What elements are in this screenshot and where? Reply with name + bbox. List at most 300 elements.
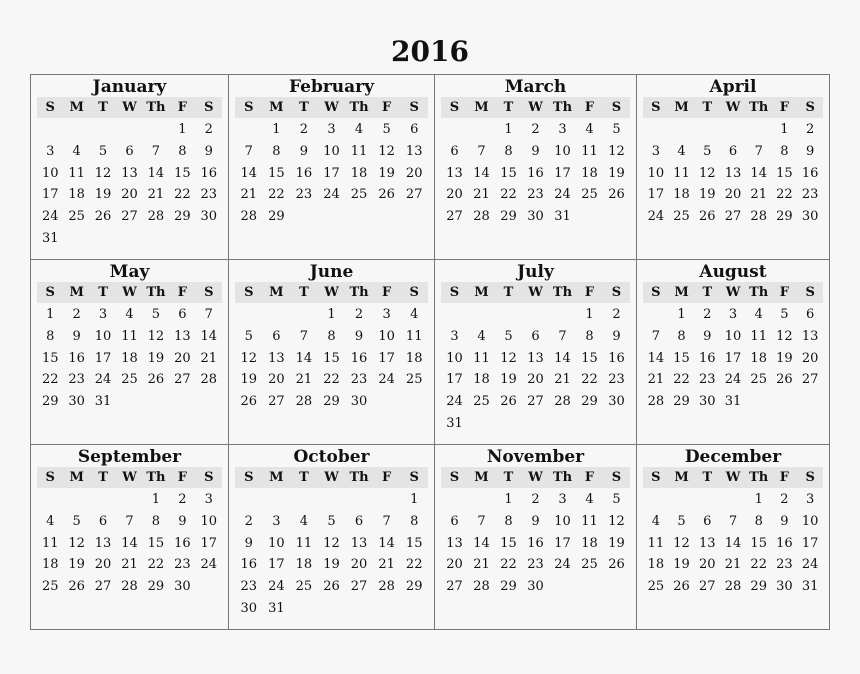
day-cell[interactable]: 7	[728, 513, 738, 529]
day-cell[interactable]: 4	[585, 122, 594, 137]
day-cell[interactable]: 17	[41, 187, 59, 203]
day-cell[interactable]: 19	[673, 557, 690, 573]
day-cell[interactable]: 13	[350, 535, 368, 551]
day-cell[interactable]: 20	[121, 187, 138, 203]
day-cell[interactable]: 1	[754, 492, 763, 507]
day-cell[interactable]: 20	[94, 557, 112, 573]
day-cell[interactable]: 3	[450, 328, 459, 344]
day-cell[interactable]: 2	[354, 307, 364, 322]
day-cell[interactable]: 2	[703, 307, 712, 322]
day-cell[interactable]: 10	[554, 513, 571, 529]
day-cell[interactable]: 2	[780, 492, 789, 507]
day-cell[interactable]: 24	[200, 557, 218, 573]
day-cell[interactable]: 21	[647, 372, 665, 388]
day-cell[interactable]: 19	[378, 165, 395, 181]
day-cell[interactable]: 19	[500, 372, 517, 388]
day-cell[interactable]: 31	[554, 209, 571, 225]
day-cell[interactable]: 11	[350, 143, 368, 159]
day-cell[interactable]: 4	[585, 492, 594, 507]
day-cell[interactable]: 12	[673, 535, 690, 551]
day-cell[interactable]: 4	[354, 122, 364, 137]
day-cell[interactable]: 23	[295, 187, 313, 203]
day-cell[interactable]: 9	[299, 143, 309, 159]
day-cell[interactable]: 27	[699, 579, 716, 595]
day-cell[interactable]: 30	[240, 600, 258, 616]
day-cell[interactable]: 20	[699, 557, 716, 573]
day-cell[interactable]: 19	[323, 557, 340, 573]
day-cell[interactable]: 23	[174, 557, 191, 573]
day-cell[interactable]: 13	[446, 165, 463, 181]
day-cell[interactable]: 14	[147, 165, 165, 181]
day-cell[interactable]: 26	[378, 187, 395, 203]
day-cell[interactable]: 28	[473, 579, 490, 595]
day-cell[interactable]: 21	[121, 557, 138, 573]
day-cell[interactable]: 29	[750, 579, 767, 595]
day-cell[interactable]: 14	[378, 535, 395, 551]
day-cell[interactable]: 1	[178, 122, 187, 137]
day-cell[interactable]: 12	[699, 165, 716, 181]
day-cell[interactable]: 15	[776, 165, 793, 181]
day-cell[interactable]: 11	[473, 350, 490, 366]
day-cell[interactable]: 9	[703, 328, 712, 344]
day-cell[interactable]: 6	[728, 143, 738, 159]
day-cell[interactable]: 8	[46, 328, 55, 344]
day-cell[interactable]: 2	[244, 513, 253, 529]
day-cell[interactable]: 5	[612, 492, 621, 507]
day-cell[interactable]: 9	[531, 143, 540, 159]
day-cell[interactable]: 22	[323, 372, 340, 388]
day-cell[interactable]: 13	[699, 535, 716, 551]
day-cell[interactable]: 15	[405, 535, 423, 551]
day-cell[interactable]: 14	[295, 350, 313, 366]
day-cell[interactable]: 8	[178, 143, 187, 159]
day-cell[interactable]: 28	[473, 209, 490, 225]
day-cell[interactable]: 24	[554, 187, 571, 203]
day-cell[interactable]: 18	[41, 557, 59, 573]
day-cell[interactable]: 6	[450, 513, 459, 529]
day-cell[interactable]: 9	[244, 535, 253, 551]
day-cell[interactable]: 10	[323, 143, 340, 159]
day-cell[interactable]: 3	[272, 513, 281, 529]
day-cell[interactable]: 3	[728, 307, 738, 322]
day-cell[interactable]: 2	[612, 307, 621, 322]
day-cell[interactable]: 11	[581, 143, 598, 159]
day-cell[interactable]: 3	[382, 307, 391, 322]
day-cell[interactable]: 1	[504, 122, 513, 137]
day-cell[interactable]: 7	[151, 143, 161, 159]
day-cell[interactable]: 11	[673, 165, 690, 181]
day-cell[interactable]: 27	[446, 579, 463, 595]
day-cell[interactable]: 19	[240, 372, 258, 388]
day-cell[interactable]: 25	[673, 209, 690, 225]
day-cell[interactable]: 7	[125, 513, 134, 529]
day-cell[interactable]: 23	[68, 372, 85, 388]
day-cell[interactable]: 29	[323, 394, 340, 410]
day-cell[interactable]: 5	[780, 307, 789, 322]
day-cell[interactable]: 10	[41, 165, 59, 181]
day-cell[interactable]: 20	[446, 187, 463, 203]
day-cell[interactable]: 4	[72, 143, 81, 159]
day-cell[interactable]: 1	[410, 492, 419, 507]
day-cell[interactable]: 15	[500, 165, 517, 181]
day-cell[interactable]: 2	[531, 492, 540, 507]
day-cell[interactable]: 23	[608, 372, 625, 388]
day-cell[interactable]: 10	[378, 328, 395, 344]
day-cell[interactable]: 22	[500, 187, 517, 203]
day-cell[interactable]: 2	[204, 122, 213, 137]
day-cell[interactable]: 10	[268, 535, 285, 551]
day-cell[interactable]: 12	[500, 350, 517, 366]
day-cell[interactable]: 24	[446, 394, 463, 410]
day-cell[interactable]: 21	[750, 187, 767, 203]
day-cell[interactable]: 16	[350, 350, 368, 366]
day-cell[interactable]: 27	[527, 394, 544, 410]
day-cell[interactable]: 6	[125, 143, 134, 159]
day-cell[interactable]: 31	[41, 230, 59, 246]
day-cell[interactable]: 24	[41, 209, 59, 225]
day-cell[interactable]: 14	[724, 535, 742, 551]
day-cell[interactable]: 30	[801, 209, 819, 225]
day-cell[interactable]: 25	[41, 579, 59, 595]
day-cell[interactable]: 28	[295, 394, 313, 410]
day-cell[interactable]: 29	[268, 209, 285, 225]
day-cell[interactable]: 24	[647, 209, 665, 225]
day-cell[interactable]: 29	[174, 209, 191, 225]
day-cell[interactable]: 11	[68, 165, 85, 181]
day-cell[interactable]: 30	[350, 394, 368, 410]
day-cell[interactable]: 7	[382, 513, 391, 529]
day-cell[interactable]: 5	[327, 513, 336, 529]
day-cell[interactable]: 14	[473, 165, 490, 181]
day-cell[interactable]: 1	[327, 307, 336, 322]
day-cell[interactable]: 28	[121, 579, 138, 595]
day-cell[interactable]: 6	[98, 513, 108, 529]
day-cell[interactable]: 21	[554, 372, 571, 388]
day-cell[interactable]: 23	[776, 557, 793, 573]
day-cell[interactable]: 24	[724, 372, 742, 388]
day-cell[interactable]: 8	[677, 328, 686, 344]
day-cell[interactable]: 2	[531, 122, 540, 137]
day-cell[interactable]: 7	[754, 143, 763, 159]
day-cell[interactable]: 23	[350, 372, 368, 388]
day-cell[interactable]: 28	[554, 394, 571, 410]
day-cell[interactable]: 25	[405, 372, 423, 388]
day-cell[interactable]: 12	[608, 143, 625, 159]
day-cell[interactable]: 17	[554, 535, 571, 551]
day-cell[interactable]: 17	[94, 350, 112, 366]
day-cell[interactable]: 13	[94, 535, 112, 551]
day-cell[interactable]: 16	[200, 165, 218, 181]
day-cell[interactable]: 14	[750, 165, 767, 181]
day-cell[interactable]: 1	[677, 307, 686, 322]
day-cell[interactable]: 13	[801, 328, 819, 344]
day-cell[interactable]: 25	[750, 372, 767, 388]
day-cell[interactable]: 11	[750, 328, 767, 344]
day-cell[interactable]: 31	[268, 600, 285, 616]
day-cell[interactable]: 9	[805, 143, 815, 159]
day-cell[interactable]: 14	[121, 535, 138, 551]
day-cell[interactable]: 14	[647, 350, 665, 366]
day-cell[interactable]: 22	[268, 187, 285, 203]
day-cell[interactable]: 25	[295, 579, 313, 595]
day-cell[interactable]: 21	[473, 187, 490, 203]
day-cell[interactable]: 3	[46, 143, 55, 159]
day-cell[interactable]: 17	[724, 350, 742, 366]
day-cell[interactable]: 29	[500, 209, 517, 225]
day-cell[interactable]: 26	[608, 557, 625, 573]
day-cell[interactable]: 11	[647, 535, 665, 551]
day-cell[interactable]: 4	[754, 307, 763, 322]
day-cell[interactable]: 19	[608, 535, 625, 551]
day-cell[interactable]: 7	[477, 143, 486, 159]
day-cell[interactable]: 26	[240, 394, 258, 410]
day-cell[interactable]: 29	[776, 209, 793, 225]
day-cell[interactable]: 21	[200, 350, 218, 366]
day-cell[interactable]: 18	[405, 350, 423, 366]
day-cell[interactable]: 11	[41, 535, 59, 551]
day-cell[interactable]: 8	[504, 513, 513, 529]
day-cell[interactable]: 4	[46, 513, 55, 529]
day-cell[interactable]: 5	[703, 143, 712, 159]
day-cell[interactable]: 7	[204, 307, 213, 322]
day-cell[interactable]: 2	[178, 492, 187, 507]
day-cell[interactable]: 19	[94, 187, 112, 203]
day-cell[interactable]: 25	[473, 394, 490, 410]
day-cell[interactable]: 4	[477, 328, 486, 344]
day-cell[interactable]: 13	[527, 350, 544, 366]
day-cell[interactable]: 27	[350, 579, 368, 595]
day-cell[interactable]: 15	[41, 350, 59, 366]
day-cell[interactable]: 20	[801, 350, 819, 366]
day-cell[interactable]: 9	[178, 513, 187, 529]
day-cell[interactable]: 19	[147, 350, 165, 366]
day-cell[interactable]: 21	[147, 187, 165, 203]
day-cell[interactable]: 17	[323, 165, 340, 181]
day-cell[interactable]: 11	[405, 328, 423, 344]
day-cell[interactable]: 21	[378, 557, 395, 573]
day-cell[interactable]: 21	[240, 187, 258, 203]
day-cell[interactable]: 29	[405, 579, 423, 595]
day-cell[interactable]: 22	[750, 557, 767, 573]
day-cell[interactable]: 27	[405, 187, 423, 203]
day-cell[interactable]: 10	[801, 513, 819, 529]
day-cell[interactable]: 3	[98, 307, 108, 322]
day-cell[interactable]: 24	[554, 557, 571, 573]
day-cell[interactable]: 2	[72, 307, 81, 322]
day-cell[interactable]: 1	[272, 122, 281, 137]
day-cell[interactable]: 30	[174, 579, 191, 595]
day-cell[interactable]: 11	[121, 328, 138, 344]
day-cell[interactable]: 26	[608, 187, 625, 203]
day-cell[interactable]: 15	[750, 535, 767, 551]
day-cell[interactable]: 9	[780, 513, 789, 529]
day-cell[interactable]: 2	[805, 122, 815, 137]
day-cell[interactable]: 15	[268, 165, 285, 181]
day-cell[interactable]: 26	[68, 579, 85, 595]
day-cell[interactable]: 24	[323, 187, 340, 203]
day-cell[interactable]: 22	[41, 372, 59, 388]
day-cell[interactable]: 31	[94, 394, 112, 410]
day-cell[interactable]: 16	[801, 165, 819, 181]
day-cell[interactable]: 17	[647, 187, 665, 203]
day-cell[interactable]: 12	[608, 513, 625, 529]
day-cell[interactable]: 29	[581, 394, 598, 410]
day-cell[interactable]: 23	[801, 187, 819, 203]
day-cell[interactable]: 7	[558, 328, 567, 344]
day-cell[interactable]: 10	[94, 328, 112, 344]
day-cell[interactable]: 20	[446, 557, 463, 573]
day-cell[interactable]: 1	[585, 307, 594, 322]
day-cell[interactable]: 17	[446, 372, 463, 388]
day-cell[interactable]: 30	[608, 394, 625, 410]
day-cell[interactable]: 26	[147, 372, 165, 388]
day-cell[interactable]: 8	[410, 513, 419, 529]
day-cell[interactable]: 8	[780, 143, 789, 159]
day-cell[interactable]: 18	[295, 557, 313, 573]
day-cell[interactable]: 19	[68, 557, 85, 573]
day-cell[interactable]: 27	[268, 394, 285, 410]
day-cell[interactable]: 16	[699, 350, 716, 366]
day-cell[interactable]: 25	[350, 187, 368, 203]
day-cell[interactable]: 20	[405, 165, 423, 181]
day-cell[interactable]: 3	[558, 492, 567, 507]
day-cell[interactable]: 25	[581, 187, 598, 203]
day-cell[interactable]: 16	[608, 350, 625, 366]
day-cell[interactable]: 27	[121, 209, 138, 225]
day-cell[interactable]: 1	[151, 492, 161, 507]
day-cell[interactable]: 6	[272, 328, 281, 344]
day-cell[interactable]: 25	[68, 209, 85, 225]
day-cell[interactable]: 7	[477, 513, 486, 529]
day-cell[interactable]: 26	[776, 372, 793, 388]
day-cell[interactable]: 12	[776, 328, 793, 344]
day-cell[interactable]: 17	[378, 350, 395, 366]
day-cell[interactable]: 17	[554, 165, 571, 181]
day-cell[interactable]: 18	[647, 557, 665, 573]
day-cell[interactable]: 18	[581, 165, 598, 181]
day-cell[interactable]: 28	[647, 394, 665, 410]
day-cell[interactable]: 11	[581, 513, 598, 529]
day-cell[interactable]: 18	[673, 187, 690, 203]
day-cell[interactable]: 3	[327, 122, 336, 137]
day-cell[interactable]: 12	[323, 535, 340, 551]
day-cell[interactable]: 8	[272, 143, 281, 159]
day-cell[interactable]: 22	[405, 557, 423, 573]
day-cell[interactable]: 15	[323, 350, 340, 366]
day-cell[interactable]: 15	[174, 165, 191, 181]
day-cell[interactable]: 8	[327, 328, 336, 344]
day-cell[interactable]: 16	[527, 165, 544, 181]
day-cell[interactable]: 28	[200, 372, 218, 388]
day-cell[interactable]: 6	[410, 122, 419, 137]
day-cell[interactable]: 8	[504, 143, 513, 159]
day-cell[interactable]: 16	[68, 350, 85, 366]
day-cell[interactable]: 10	[554, 143, 571, 159]
day-cell[interactable]: 24	[378, 372, 395, 388]
day-cell[interactable]: 15	[147, 535, 165, 551]
day-cell[interactable]: 23	[200, 187, 218, 203]
day-cell[interactable]: 6	[531, 328, 540, 344]
day-cell[interactable]: 13	[724, 165, 742, 181]
day-cell[interactable]: 29	[500, 579, 517, 595]
day-cell[interactable]: 12	[240, 350, 258, 366]
day-cell[interactable]: 6	[178, 307, 187, 322]
day-cell[interactable]: 19	[776, 350, 793, 366]
day-cell[interactable]: 30	[68, 394, 85, 410]
day-cell[interactable]: 16	[240, 557, 258, 573]
day-cell[interactable]: 21	[724, 557, 742, 573]
day-cell[interactable]: 15	[500, 535, 517, 551]
day-cell[interactable]: 9	[531, 513, 540, 529]
day-cell[interactable]: 1	[780, 122, 789, 137]
day-cell[interactable]: 13	[405, 143, 423, 159]
day-cell[interactable]: 20	[268, 372, 285, 388]
day-cell[interactable]: 27	[94, 579, 112, 595]
day-cell[interactable]: 7	[244, 143, 253, 159]
day-cell[interactable]: 4	[299, 513, 309, 529]
day-cell[interactable]: 27	[801, 372, 819, 388]
day-cell[interactable]: 8	[151, 513, 161, 529]
day-cell[interactable]: 8	[585, 328, 594, 344]
day-cell[interactable]: 15	[673, 350, 690, 366]
day-cell[interactable]: 6	[450, 143, 459, 159]
day-cell[interactable]: 23	[699, 372, 716, 388]
day-cell[interactable]: 14	[200, 328, 218, 344]
day-cell[interactable]: 14	[473, 535, 490, 551]
day-cell[interactable]: 24	[268, 579, 285, 595]
day-cell[interactable]: 5	[72, 513, 81, 529]
day-cell[interactable]: 5	[382, 122, 391, 137]
day-cell[interactable]: 5	[612, 122, 621, 137]
day-cell[interactable]: 20	[350, 557, 368, 573]
day-cell[interactable]: 14	[554, 350, 571, 366]
day-cell[interactable]: 17	[801, 535, 819, 551]
day-cell[interactable]: 12	[68, 535, 85, 551]
day-cell[interactable]: 26	[699, 209, 716, 225]
day-cell[interactable]: 6	[805, 307, 815, 322]
day-cell[interactable]: 29	[147, 579, 165, 595]
day-cell[interactable]: 3	[558, 122, 567, 137]
day-cell[interactable]: 3	[805, 492, 815, 507]
day-cell[interactable]: 10	[647, 165, 665, 181]
day-cell[interactable]: 28	[240, 209, 258, 225]
day-cell[interactable]: 25	[581, 557, 598, 573]
day-cell[interactable]: 19	[608, 165, 625, 181]
day-cell[interactable]: 4	[125, 307, 134, 322]
day-cell[interactable]: 30	[776, 579, 793, 595]
day-cell[interactable]: 22	[500, 557, 517, 573]
day-cell[interactable]: 25	[647, 579, 665, 595]
day-cell[interactable]: 16	[174, 535, 191, 551]
day-cell[interactable]: 11	[295, 535, 313, 551]
day-cell[interactable]: 16	[295, 165, 313, 181]
day-cell[interactable]: 10	[200, 513, 218, 529]
day-cell[interactable]: 30	[527, 209, 544, 225]
day-cell[interactable]: 18	[68, 187, 85, 203]
day-cell[interactable]: 25	[121, 372, 138, 388]
day-cell[interactable]: 28	[378, 579, 395, 595]
day-cell[interactable]: 5	[98, 143, 108, 159]
day-cell[interactable]: 18	[350, 165, 368, 181]
day-cell[interactable]: 4	[651, 513, 660, 529]
day-cell[interactable]: 26	[673, 579, 690, 595]
day-cell[interactable]: 20	[527, 372, 544, 388]
day-cell[interactable]: 13	[174, 328, 191, 344]
day-cell[interactable]: 14	[240, 165, 258, 181]
day-cell[interactable]: 17	[200, 535, 218, 551]
day-cell[interactable]: 21	[295, 372, 313, 388]
day-cell[interactable]: 27	[174, 372, 191, 388]
